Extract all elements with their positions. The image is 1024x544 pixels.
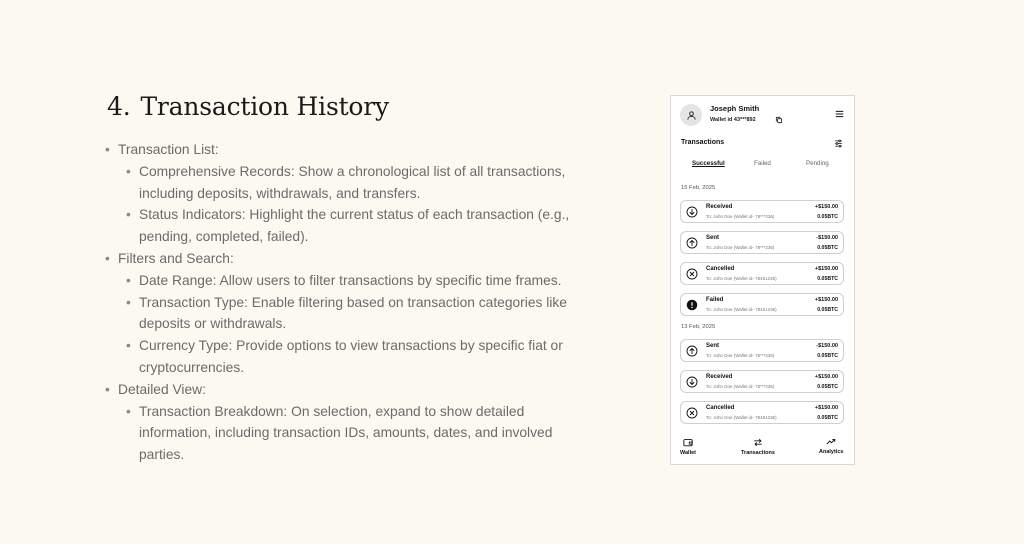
arrow-down-circle-icon	[686, 206, 698, 218]
wallet-icon	[683, 438, 693, 447]
transaction-title: Cancelled	[706, 266, 735, 272]
transaction-row[interactable]	[680, 339, 844, 362]
transaction-amount: +$150.00	[814, 374, 838, 380]
transaction-title: Sent	[706, 343, 720, 349]
feature-item	[107, 248, 577, 379]
avatar[interactable]	[680, 104, 702, 126]
alert-circle-icon	[686, 299, 698, 311]
date-label: 13 Feb, 2025	[681, 324, 716, 330]
feature-subitem: • Status Indicators: Highlight the current status of each transaction (e.g., pending, completed, failed).	[139, 204, 577, 248]
transaction-desc: To: John Doe (Wallet id- 78***236)	[706, 245, 775, 250]
feature-subitem: • Comprehensive Records: Show a chronological list of all transactions, including deposits, withdrawals, and transfers.	[139, 161, 577, 205]
section-number: 4.	[107, 92, 131, 121]
transaction-amount: +$150.00	[814, 297, 838, 303]
transaction-title: Received	[706, 374, 733, 380]
transaction-btc: 0.05BTC	[817, 245, 838, 251]
transaction-amount: +$150.00	[814, 204, 838, 210]
feature-label: Filters and Search:	[118, 250, 234, 266]
transaction-desc: To: John Doe (Wallet id- 78451236)	[706, 307, 777, 312]
transaction-row[interactable]	[680, 293, 844, 316]
date-label: 15 Feb, 2025	[681, 185, 716, 191]
swap-arrows-icon	[753, 438, 763, 447]
menu-icon[interactable]	[835, 110, 844, 118]
transaction-btc: 0.05BTC	[817, 384, 838, 390]
user-name: Joseph Smith	[710, 104, 760, 113]
transaction-btc: 0.05BTC	[817, 276, 838, 282]
feature-label: Detailed View:	[118, 381, 206, 397]
arrow-up-circle-icon	[686, 237, 698, 249]
transaction-desc: To: John Doe (Wallet id- 78451236)	[706, 276, 777, 281]
transaction-desc: To: John Doe (Wallet id- 78***236)	[706, 384, 775, 389]
transaction-desc: To: John Doe (Wallet id- 78451236)	[706, 415, 777, 420]
feature-item	[107, 379, 577, 466]
transaction-btc: 0.05BTC	[817, 307, 838, 313]
transaction-title: Received	[706, 204, 733, 210]
tab-failed[interactable]: Failed	[754, 160, 771, 167]
transactions-heading: Transactions	[681, 139, 725, 146]
nav-wallet-label: Wallet	[680, 450, 696, 456]
phone-mockup	[670, 95, 855, 465]
arrow-down-circle-icon	[686, 376, 698, 388]
transaction-title: Failed	[706, 297, 724, 303]
transaction-amount: -$150.00	[816, 343, 838, 349]
transaction-amount: -$150.00	[816, 235, 838, 241]
transaction-btc: 0.05BTC	[817, 353, 838, 359]
x-circle-icon	[686, 268, 698, 280]
nav-transactions[interactable]	[741, 438, 775, 456]
content-section	[107, 92, 577, 466]
feature-list	[107, 139, 577, 466]
wallet-id: Wallet id 43***892	[710, 117, 756, 123]
transaction-row[interactable]	[680, 401, 844, 424]
transaction-amount: +$150.00	[814, 405, 838, 411]
nav-wallet[interactable]	[680, 438, 696, 456]
status-tabs	[671, 160, 856, 172]
x-circle-icon	[686, 407, 698, 419]
tab-pending[interactable]: Pending	[806, 160, 829, 167]
feature-sublist	[118, 270, 577, 379]
user-icon	[686, 110, 697, 121]
transaction-row[interactable]	[680, 231, 844, 254]
trend-up-icon	[826, 437, 836, 446]
feature-item	[107, 139, 577, 248]
filter-icon[interactable]	[834, 139, 843, 148]
transaction-row[interactable]	[680, 370, 844, 393]
profile-header	[680, 104, 846, 134]
transaction-title: Cancelled	[706, 405, 735, 411]
feature-subitem: • Currency Type: Provide options to view transactions by specific fiat or cryptocurrencies.	[139, 335, 577, 379]
transaction-desc: To: John Doe (Wallet id- 78***236)	[706, 353, 775, 358]
bottom-nav	[671, 436, 856, 464]
transaction-btc: 0.05BTC	[817, 214, 838, 220]
transaction-amount: +$150.00	[814, 266, 838, 272]
transaction-btc: 0.05BTC	[817, 415, 838, 421]
feature-sublist	[118, 161, 577, 248]
section-heading	[107, 92, 577, 121]
arrow-up-circle-icon	[686, 345, 698, 357]
nav-transactions-label: Transactions	[741, 450, 775, 456]
feature-subitem: • Transaction Breakdown: On selection, expand to show detailed information, including transaction IDs, amounts, dates, and involved parties.	[139, 401, 577, 466]
nav-analytics[interactable]	[819, 437, 843, 455]
feature-sublist	[118, 401, 577, 466]
transaction-desc: To: John Doe (Wallet id- 78***236)	[706, 214, 775, 219]
feature-label: Transaction List:	[118, 142, 219, 157]
section-title: Transaction History	[140, 92, 389, 121]
feature-subitem: • Transaction Type: Enable filtering based on transaction categories like deposits or withdrawals.	[139, 292, 577, 336]
tab-successful[interactable]: Successful	[692, 160, 725, 167]
copy-icon[interactable]	[775, 116, 783, 124]
nav-analytics-label: Analytics	[819, 449, 844, 455]
transaction-row[interactable]	[680, 262, 844, 285]
transaction-title: Sent	[706, 235, 720, 241]
feature-subitem: • Date Range: Allow users to filter transactions by specific time frames.	[139, 270, 577, 292]
transaction-row[interactable]	[680, 200, 844, 223]
